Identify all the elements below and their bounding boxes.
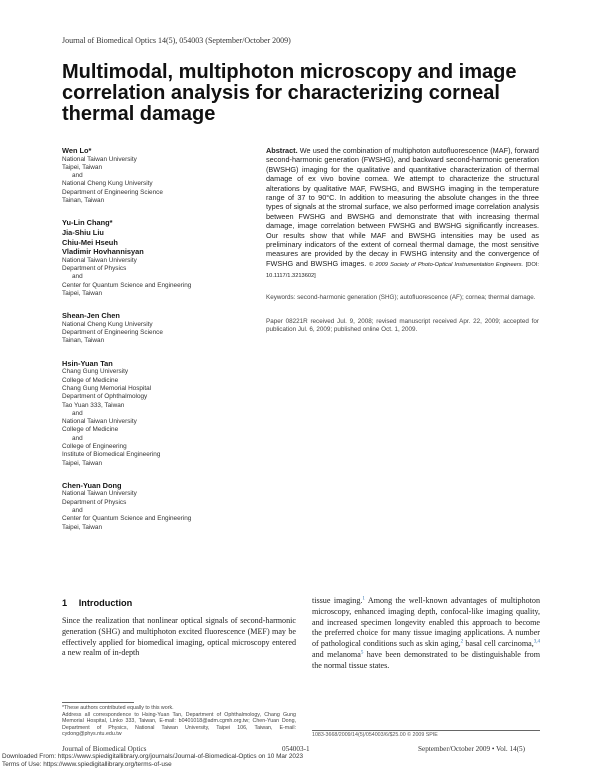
affiliation-line: National Taiwan University xyxy=(62,490,137,498)
affiliation-line: National Cheng Kung University xyxy=(62,320,153,328)
intro-text-left-column: Since the realization that nonlinear optical signals of second-harmonic generation (SHG) and multiphoton excited fluorescence (MEF) may be effectively applied for biomedical imaging, optical microscopy entered a new realm of in-depth xyxy=(62,616,296,658)
issn-divider xyxy=(312,730,540,731)
intro-text: and melanoma xyxy=(312,649,361,659)
affiliation-line: and xyxy=(72,273,83,281)
affiliation-line: and xyxy=(72,434,83,442)
paper-history: Paper 08221R received Jul. 9, 2008; revised manuscript received Apr. 22, 2009; accepted for publication Jul. 6, 2009; published online Oct. 1, 2009. xyxy=(266,318,539,334)
author-name: Chen-Yuan Dong xyxy=(62,480,122,490)
intro-text: basal cell carcinoma, xyxy=(463,639,534,649)
affiliation-line: College of Engineering xyxy=(62,442,127,450)
intro-text-right-column xyxy=(312,596,540,672)
affiliation-line: Tainan, Taiwan xyxy=(62,197,105,205)
abstract-doi[interactable]: [DOI: 10.1117/1.3213602] xyxy=(266,261,539,280)
footnote-divider xyxy=(62,702,134,703)
citation-ref[interactable]: 5 xyxy=(360,650,364,656)
author-name: Wen Lo* xyxy=(62,146,92,155)
citation-ref[interactable]: 3,4 xyxy=(533,639,540,645)
affiliation-line: Taipei, Taiwan xyxy=(62,163,103,171)
affiliation-line: Taipei, Taiwan xyxy=(62,459,103,467)
affiliation-line: Department of Physics xyxy=(62,498,127,506)
affiliation-line: Chang Gung Memorial Hospital xyxy=(62,384,152,392)
footnote-equal-contribution: *These authors contributed equally to this work. xyxy=(62,705,174,711)
affiliation-line: Center for Quantum Science and Engineering xyxy=(62,281,192,289)
section-title: Introduction xyxy=(78,598,133,608)
affiliation-line: Tao Yuan 333, Taiwan xyxy=(62,401,125,409)
author-name: Yu-Lin Chang* xyxy=(62,218,113,228)
affiliation-line: College of Medicine xyxy=(62,376,119,384)
affiliation-line: Taipei, Taiwan xyxy=(62,523,103,531)
abstract-label: Abstract. xyxy=(266,146,298,155)
author-block xyxy=(62,359,257,468)
footnote-correspondence: Address all correspondence to Hsing-Yuan Tan, Department of Ophthalmology, Chang Gung Memorial Hospital, Linko 333, Taiwan, E-mail: b0401018@adm.cgmh.org.tw; Chen-Yuan Dong, Department of Physics, National Taiwan University, Taipei 106, Taiwan, E-mail: cydong@phys.ntu.edu.tw xyxy=(62,711,296,738)
abstract-copyright: © 2009 Society of Photo-Optical Instrumentation Engineers. xyxy=(368,261,524,268)
abstract-body: We used the combination of multiphoton autofluorescence (MAF), forward second-harmonic generation (FWSHG), and backward second-harmonic generation (BWSHG) imaging for the qualitative and quantitative characterization of thermal damage of ex vivo bovine cornea. We attempt to characterize the structural alterations by qualitative MAF, FWSHG, and BWSHG imaging in the temperature range of 37 to 90°C. In addition to measuring the absolute changes in the three types of signals at the stromal surface, we also performed image correlation analysis between FWSHG and BWSHG and demonstrate that with increasing thermal damage, image correlation between FWSHG and BWSHG significantly increases. Our results show that while MAF and BWSHG intensities may be used as preliminary indicators of the extent of corneal thermal damage, the most sensitive measures are provided by the decay in FWSHG intensity and the convergence of FWSHG and BWSHG images. xyxy=(266,146,539,268)
author-block xyxy=(62,146,257,205)
affiliation-line: and xyxy=(72,172,83,180)
section-number: 1 xyxy=(62,598,68,608)
affiliation-line: Center for Quantum Science and Engineering xyxy=(62,515,192,523)
citation-ref[interactable]: 2 xyxy=(460,639,464,645)
affiliation-line: and xyxy=(72,507,83,515)
affiliation-line: National Taiwan University xyxy=(62,155,137,163)
affiliation-line: College of Medicine xyxy=(62,426,119,434)
intro-text: Among the well-known advantages of multiphoton microscopy, enhanced imaging depth, confocal-like imaging quality, and increased specimen longevity enabled this approach to become the preferred choice for many tissue imaging applications. A number of pathological conditions such as skin aging, xyxy=(312,596,541,649)
affiliation-line: National Taiwan University xyxy=(62,256,137,264)
intro-text: tissue imaging. xyxy=(312,596,363,605)
terms-of-use-link[interactable]: Terms of Use: https://www.spiedigitallibrary.org/terms-of-use xyxy=(2,761,172,768)
author-name: Jia-Shiu Liu xyxy=(62,227,104,237)
keywords: Keywords: second-harmonic generation (SHG); autofluorescence (AF); cornea; thermal damage. xyxy=(266,294,536,301)
paper-title: Multimodal, multiphoton microscopy and image correlation analysis for characterizing corneal thermal damage xyxy=(62,61,517,125)
affiliation-line: Department of Physics xyxy=(62,265,127,273)
section-heading-introduction xyxy=(62,598,132,608)
intro-text: have been demonstrated to be distinguishable from the normal tissue states. xyxy=(312,649,540,670)
journal-header: Journal of Biomedical Optics 14(5), 054003 (September/October 2009) xyxy=(62,36,291,45)
affiliation-line: Institute of Biomedical Engineering xyxy=(62,451,161,459)
author-affiliation-column xyxy=(62,146,257,545)
affiliation-line: National Cheng Kung University xyxy=(62,180,153,188)
affiliation-line: National Taiwan University xyxy=(62,418,137,426)
abstract xyxy=(266,146,539,282)
author-block xyxy=(62,218,257,298)
author-name: Chiu-Mei Hseuh xyxy=(62,237,118,247)
author-name: Shean-Jen Chen xyxy=(62,311,120,321)
author-block xyxy=(62,311,257,345)
affiliation-line: Tainan, Taiwan xyxy=(62,337,105,345)
footer-issue-date: September/October 2009 • Vol. 14(5) xyxy=(418,745,526,753)
author-name: Hsin-Yuan Tan xyxy=(62,358,113,368)
footnotes xyxy=(62,705,296,738)
download-notice[interactable]: Downloaded From: https://www.spiedigitallibrary.org/journals/Journal-of-Biomedical-Optics on 10 Mar 2023 xyxy=(2,753,304,760)
issn-line: 1083-3668/2009/14(5)/054003/6/$25.00 © 2009 SPIE xyxy=(312,732,438,738)
affiliation-line: and xyxy=(72,409,83,417)
footer-page-number: 054003-1 xyxy=(282,745,310,753)
citation-ref[interactable]: 1 xyxy=(362,596,365,602)
affiliation-line: Department of Ophthalmology xyxy=(62,393,148,401)
author-name: Vladimir Hovhannisyan xyxy=(62,247,144,257)
affiliation-line: Taipei, Taiwan xyxy=(62,289,103,297)
affiliation-line: Department of Engineering Science xyxy=(62,329,163,337)
footer-journal-name: Journal of Biomedical Optics xyxy=(62,745,147,753)
affiliation-line: Department of Engineering Science xyxy=(62,188,163,196)
affiliation-line: Chang Gung University xyxy=(62,368,129,376)
author-block xyxy=(62,481,257,532)
